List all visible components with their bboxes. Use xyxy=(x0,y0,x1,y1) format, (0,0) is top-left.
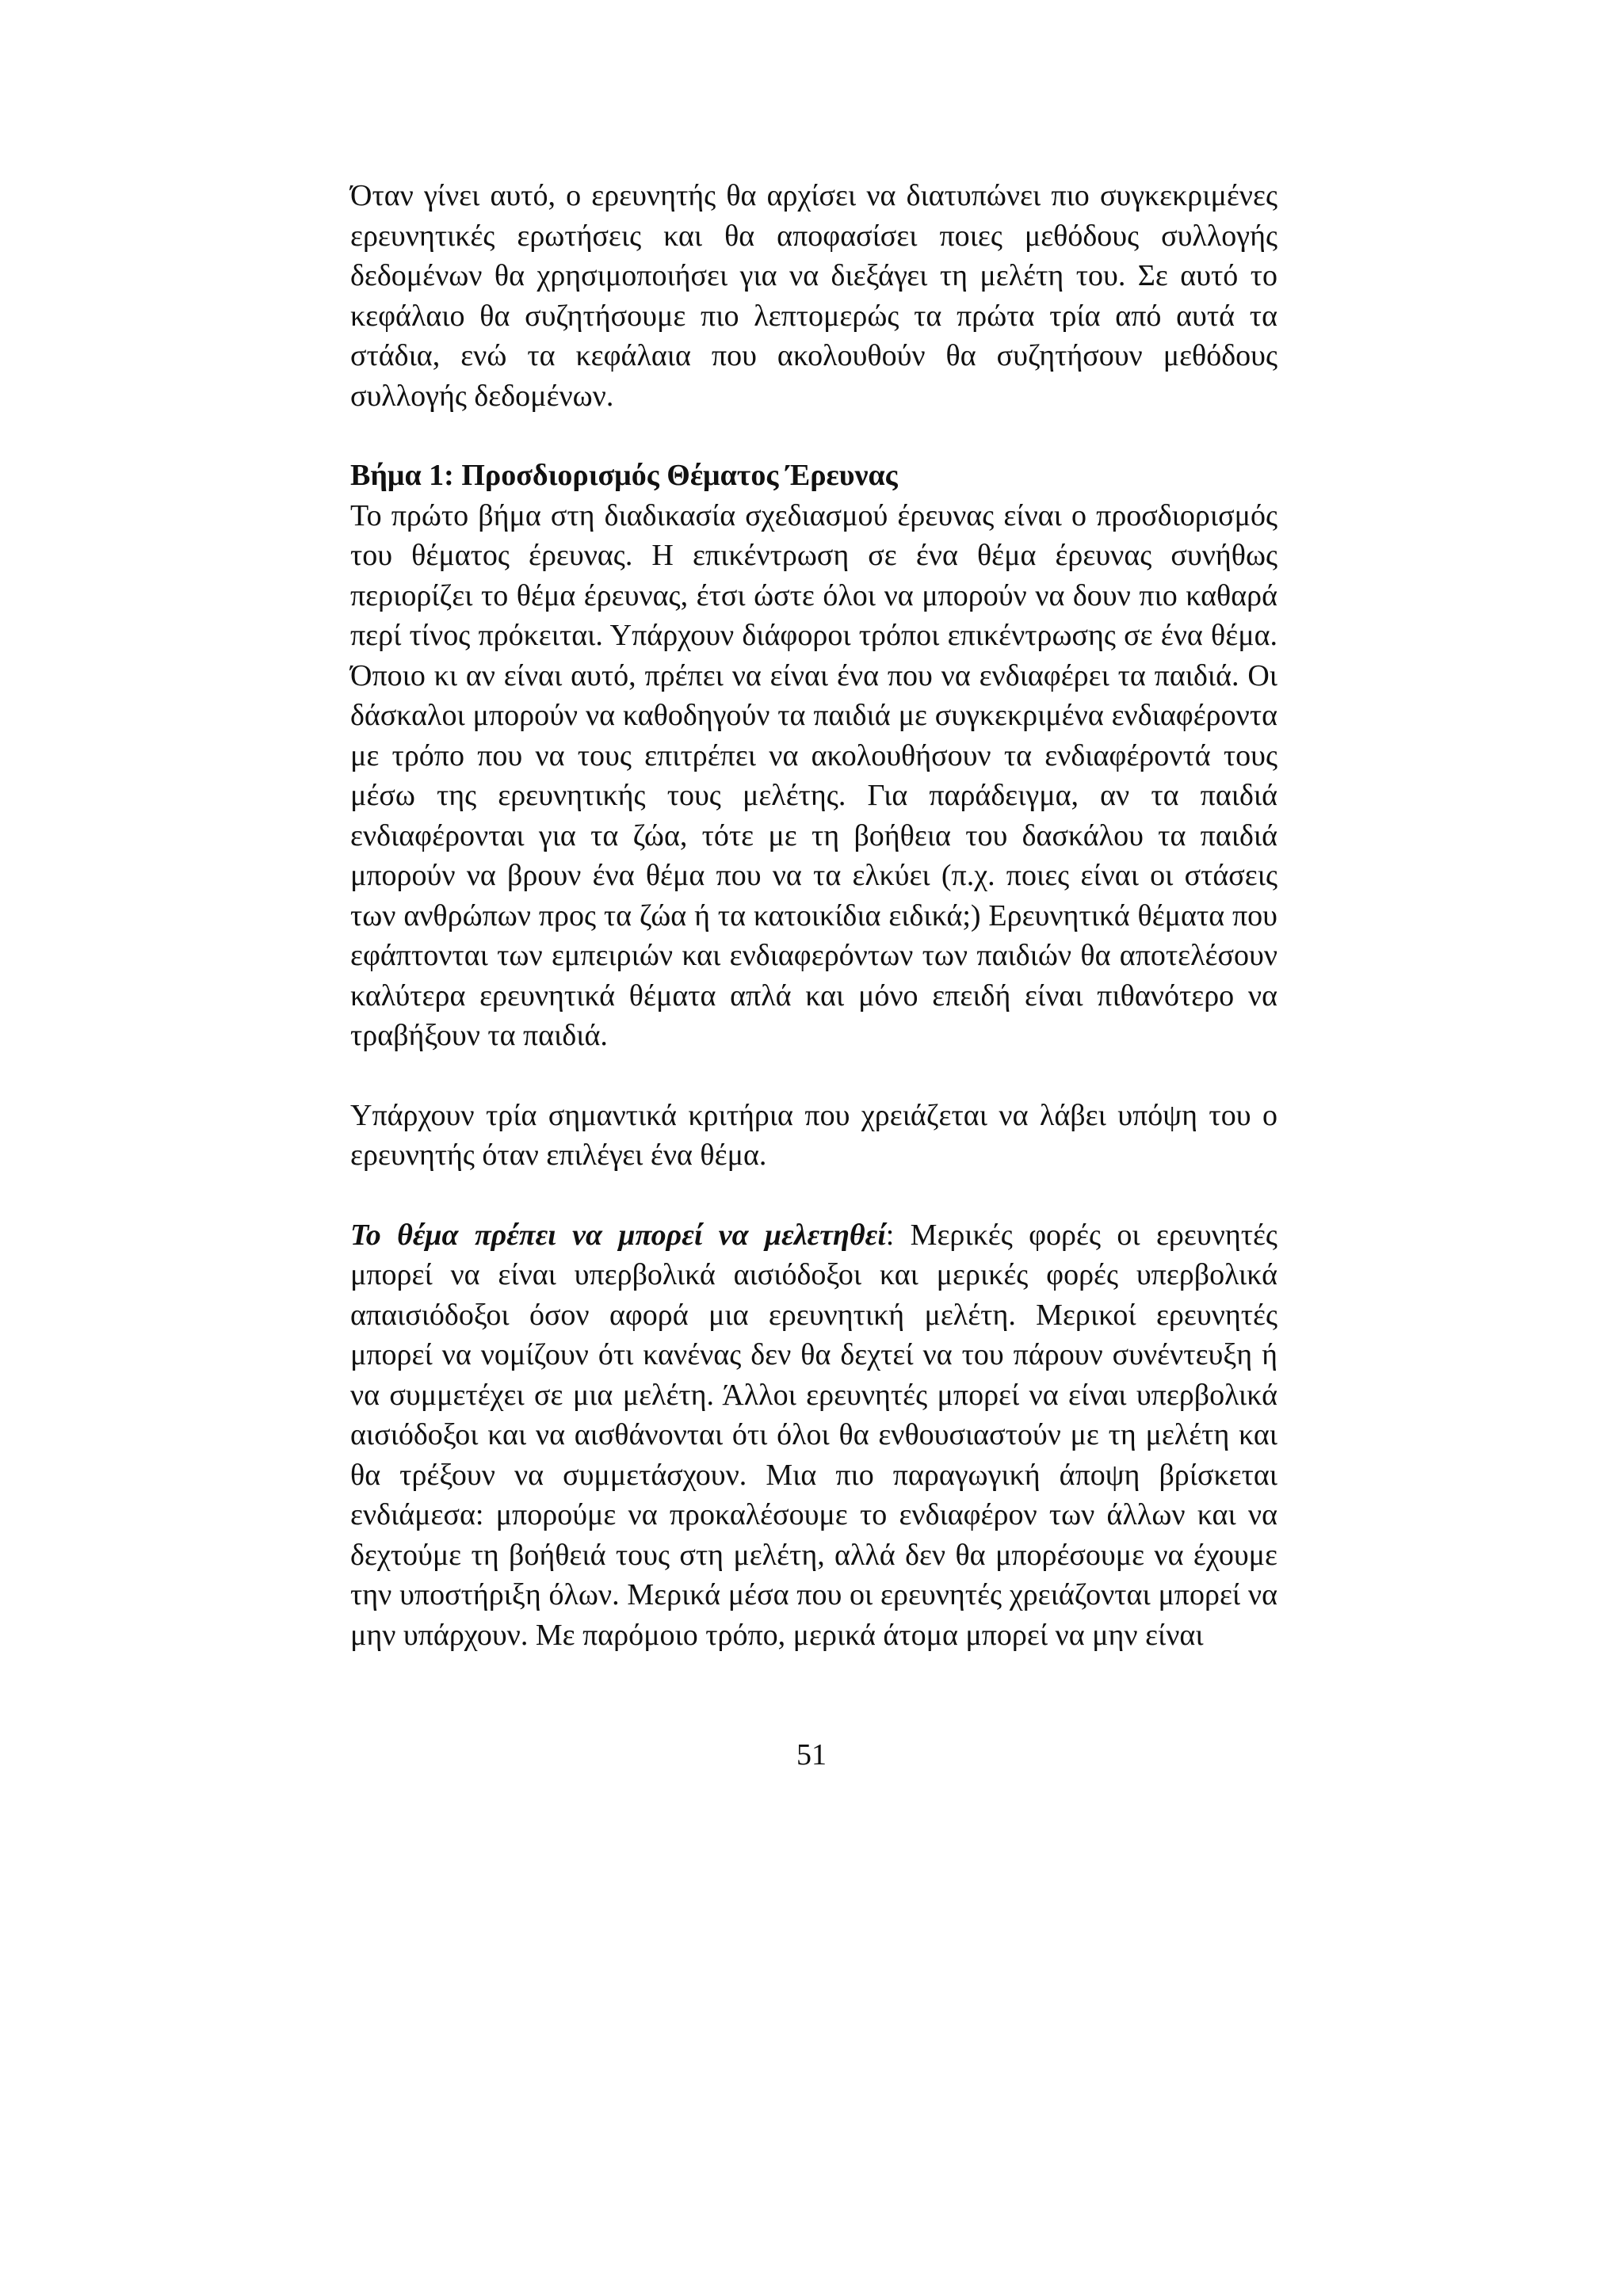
paragraph-spacer xyxy=(350,416,1277,456)
criteria-paragraph: Υπάρχουν τρία σημαντικά κριτήρια που χρειάζεται να λάβει υπόψη του ο ερευνητής όταν επιλέγει ένα θέμα. xyxy=(350,1098,1277,1172)
criterion-text: : Μερικές φορές οι ερευνητές μπορεί να είναι υπερβολικά αισιόδοξοι και μερικές φορές υπερβολικά απαισιόδοξοι όσον αφορά μια ερευνητική μελέτη. Μερικοί ερευνητές μπορεί να νομίζουν ότι κανένας δεν θα δεχτεί να του πάρουν συνέντευξη ή να συμμετέχει σε μια μελέτη. Άλλοι ερευνητές μπορεί να είναι υπερβολικά αισιόδοξοι και να αισθάνονται ότι όλοι θα ενθουσιαστούν με τη μελέτη και θα τρέξουν να συμμετάσχουν. Μια πιο παραγωγική άποψη βρίσκεται ενδιάμεσα: μπορούμε να προκαλέσουμε το ενδιαφέρον των άλλων και να δεχτούμε τη βοήθειά τους στη μελέτη, αλλά δεν θα μπορέσουμε να έχουμε την υποστήριξη όλων. Μερικά μέσα που οι ερευνητές χρειάζονται μπορεί να μην υπάρχουν. Με παρόμοιο τρόπο, μερικά άτομα μπορεί να μην είναι xyxy=(350,1218,1277,1652)
intro-paragraph: Όταν γίνει αυτό, ο ερευνητής θα αρχίσει να διατυπώνει πιο συγκεκριμένες ερευνητικές ερωτήσεις και θα αποφασίσει ποιες μεθόδους συλλογής δεδομένων θα χρησιμοποιήσει για να διεξάγει τη μελέτη του. Σε αυτό το κεφάλαιο θα συζητήσουμε πιο λεπτομερώς τα πρώτα τρία από αυτά τα στάδια, ενώ τα κεφάλαια που ακολουθούν θα συζητήσουν μεθόδους συλλογής δεδομένων. xyxy=(350,179,1277,413)
criterion-paragraph xyxy=(350,1215,1277,1656)
page-number: 51 xyxy=(796,1738,827,1772)
paragraph-spacer xyxy=(350,1176,1277,1215)
page-body xyxy=(350,176,1277,1655)
criterion-lead: Το θέμα πρέπει να μπορεί να μελετηθεί xyxy=(350,1218,886,1252)
section-heading: Βήμα 1: Προσδιορισμός Θέματος Έρευνας xyxy=(350,459,898,492)
section-paragraph: Το πρώτο βήμα στη διαδικασία σχεδιασμού έρευνας είναι ο προσδιορισμός του θέματος έρευνας. Η επικέντρωση σε ένα θέμα έρευνας συνήθως περιορίζει το θέμα έρευνας, έτσι ώστε όλοι να μπορούν να δουν πιο καθαρά περί τίνος πρόκειται. Υπάρχουν διάφοροι τρόποι επικέντρωσης σε ένα θέμα. Όποιο κι αν είναι αυτό, πρέπει να είναι ένα που να ενδιαφέρει τα παιδιά. Οι δάσκαλοι μπορούν να καθοδηγούν τα παιδιά με συγκεκριμένα ενδιαφέροντα με τρόπο που να τους επιτρέπει να ακολουθήσουν τα ενδιαφέροντά τους μέσω της ερευνητικής τους μελέτης. Για παράδειγμα, αν τα παιδιά ενδιαφέρονται για τα ζώα, τότε με τη βοήθεια του δασκάλου τα παιδιά μπορούν να βρουν ένα θέμα που να τα ελκύει (π.χ. ποιες είναι οι στάσεις των ανθρώπων προς τα ζώα ή τα κατοικίδια ειδικά;) Ερευνητικά θέματα που εφάπτονται των εμπειριών και ενδιαφερόντων των παιδιών θα αποτελέσουν καλύτερα ερευνητικά θέματα απλά και μόνο επειδή είναι πιθανότερο να τραβήξουν τα παιδιά. xyxy=(350,498,1277,1052)
paragraph-spacer xyxy=(350,1056,1277,1096)
